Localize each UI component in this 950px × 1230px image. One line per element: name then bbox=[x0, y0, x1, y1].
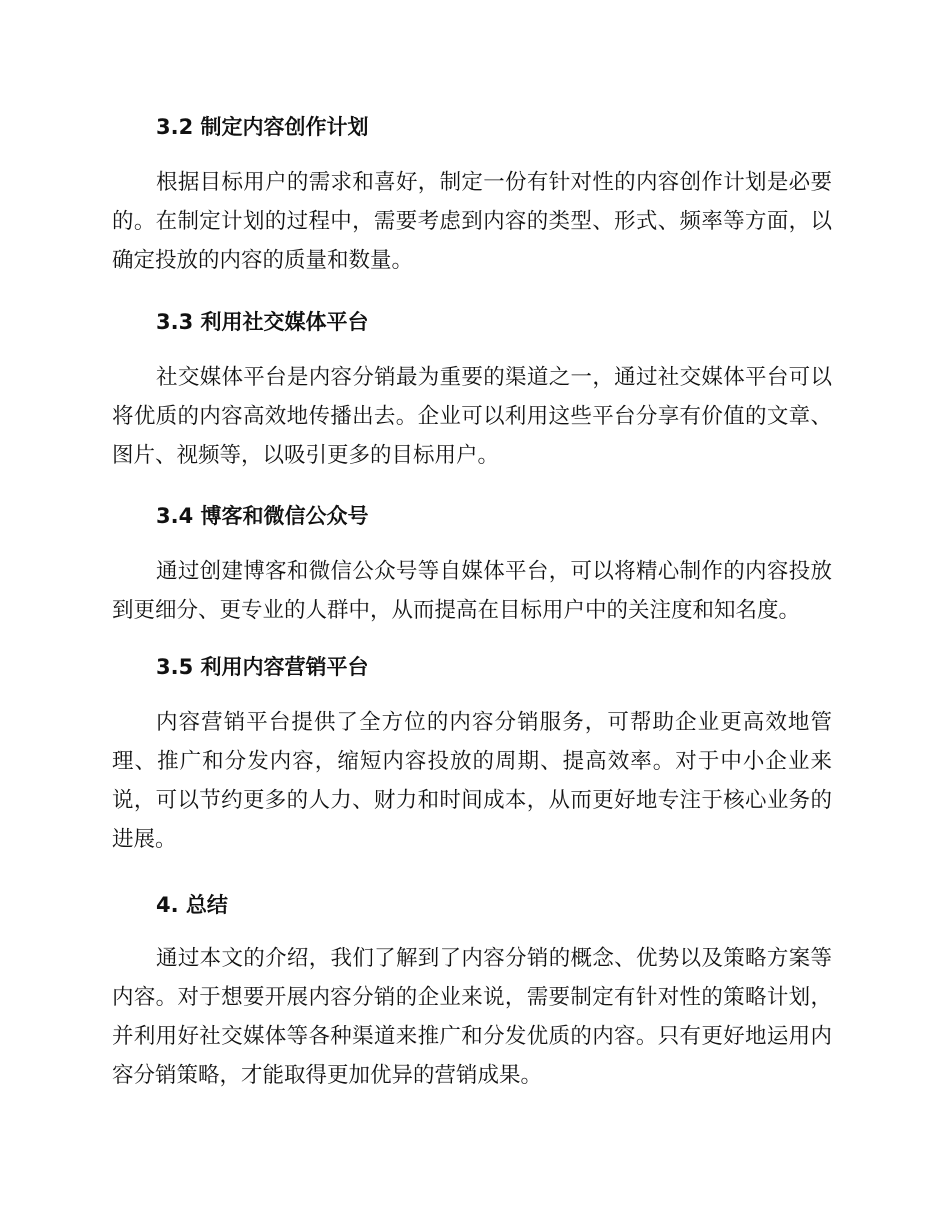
paragraph-line: 图片、视频等，以吸引更多的目标用户。 bbox=[112, 443, 500, 468]
paragraph-line: 进展。 bbox=[112, 827, 177, 852]
paragraph-line: 通过本文的介绍，我们了解到了内容分销的概念、优势以及策略方案等 bbox=[156, 946, 832, 971]
section-paragraph-3-2 bbox=[112, 163, 832, 280]
section-heading-3-2: 3.2 制定内容创作计划 bbox=[156, 115, 369, 139]
paragraph-line: 到更细分、更专业的人群中，从而提高在目标用户中的关注度和知名度。 bbox=[112, 598, 801, 623]
section-heading-4: 4. 总结 bbox=[156, 893, 228, 917]
paragraph-line: 内容营销平台提供了全方位的内容分销服务，可帮助企业更高效地管 bbox=[156, 710, 832, 735]
paragraph-line: 通过创建博客和微信公众号等自媒体平台，可以将精心制作的内容投放 bbox=[156, 559, 832, 584]
paragraph-line: 说，可以节约更多的人力、财力和时间成本，从而更好地专注于核心业务的 bbox=[112, 788, 832, 813]
section-paragraph-3-4 bbox=[112, 552, 832, 630]
section-paragraph-3-5 bbox=[112, 703, 832, 859]
section-paragraph-4 bbox=[112, 939, 832, 1095]
paragraph-line: 容分销策略，才能取得更加优异的营销成果。 bbox=[112, 1063, 543, 1088]
paragraph-line: 并利用好社交媒体等各种渠道来推广和分发优质的内容。只有更好地运用内 bbox=[112, 1024, 832, 1049]
paragraph-line: 理、推广和分发内容，缩短内容投放的周期、提高效率。对于中小企业来 bbox=[112, 749, 832, 774]
paragraph-line: 根据目标用户的需求和喜好，制定一份有针对性的内容创作计划是必要 bbox=[156, 170, 832, 195]
section-heading-3-3: 3.3 利用社交媒体平台 bbox=[156, 310, 369, 334]
paragraph-line: 社交媒体平台是内容分销最为重要的渠道之一，通过社交媒体平台可以 bbox=[156, 365, 832, 390]
section-heading-3-4: 3.4 博客和微信公众号 bbox=[156, 504, 369, 528]
paragraph-line: 的。在制定计划的过程中，需要考虑到内容的类型、形式、频率等方面，以 bbox=[112, 209, 832, 234]
section-paragraph-3-3 bbox=[112, 358, 832, 475]
paragraph-line: 将优质的内容高效地传播出去。企业可以利用这些平台分享有价值的文章、 bbox=[112, 404, 832, 429]
paragraph-line: 确定投放的内容的质量和数量。 bbox=[112, 248, 414, 273]
section-heading-3-5: 3.5 利用内容营销平台 bbox=[156, 655, 369, 679]
paragraph-line: 内容。对于想要开展内容分销的企业来说，需要制定有针对性的策略计划， bbox=[112, 985, 832, 1010]
